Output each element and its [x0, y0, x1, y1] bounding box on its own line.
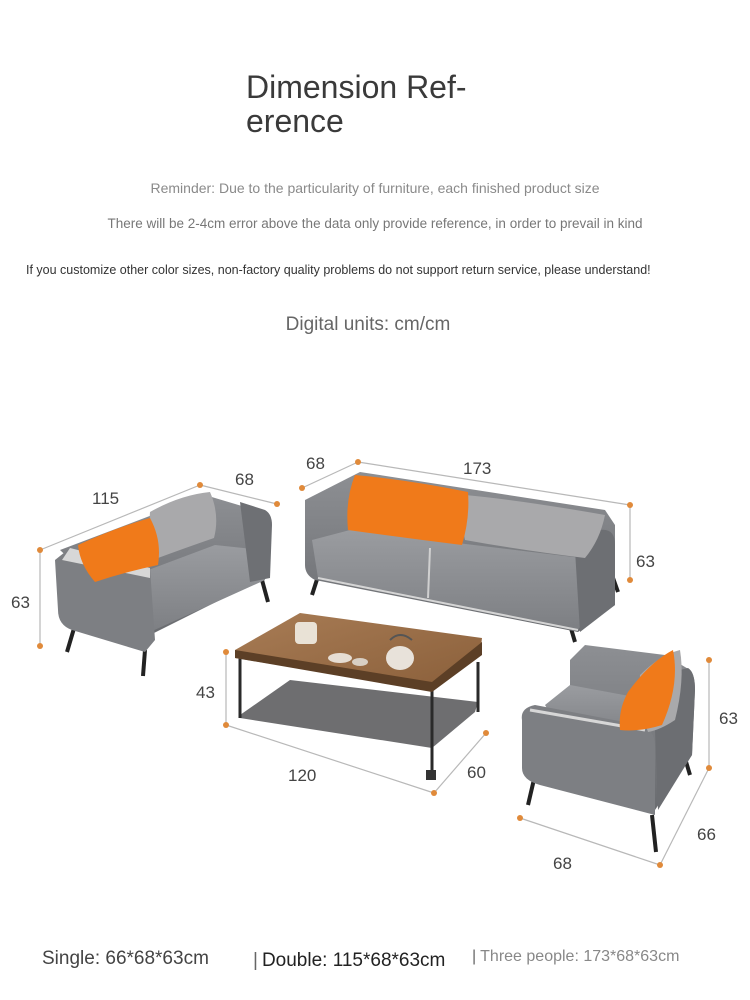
sofa-height-label: 63	[636, 552, 655, 571]
size-specs	[0, 946, 750, 976]
sofa-width-label: 173	[463, 459, 492, 478]
spec-three-text: Three people: 173*68*63cm	[480, 948, 680, 965]
spec-double	[253, 950, 445, 972]
dim-dot	[483, 730, 489, 736]
title-line-1: Dimension Ref-	[246, 69, 467, 105]
dim-dot	[431, 790, 437, 796]
spec-double-text: Double: 115*68*63cm	[261, 950, 446, 971]
loveseat-height-label: 63	[11, 593, 30, 612]
dim-dot	[274, 501, 280, 507]
armchair	[522, 645, 695, 852]
dim-dot	[37, 547, 43, 553]
dim-dot	[223, 722, 229, 728]
coffee-table	[235, 613, 482, 780]
dim-dot	[706, 657, 712, 663]
sofa-depth-label: 68	[306, 454, 325, 473]
loveseat-width-label: 115	[92, 489, 120, 508]
chair-depth-label: 66	[697, 825, 716, 844]
table-width-label: 60	[467, 763, 486, 782]
dim-dot	[627, 577, 633, 583]
cup	[328, 653, 352, 663]
dim-dot	[299, 485, 305, 491]
separator: |	[253, 950, 258, 971]
reminder-text: Reminder: Due to the particularity of furniture, each finished product size	[150, 180, 600, 196]
cup	[352, 658, 368, 666]
furniture-illustration	[0, 400, 750, 920]
custom-note: If you customize other color sizes, non-factory quality problems do not support return service, please understand!	[26, 263, 651, 277]
dim-dot	[627, 502, 633, 508]
dim-dot	[657, 862, 663, 868]
table-foot	[426, 770, 436, 780]
dim-dot	[706, 765, 712, 771]
dim-dot	[223, 649, 229, 655]
loveseat-depth-label: 68	[235, 470, 254, 489]
chair-height-label: 63	[719, 709, 738, 728]
spec-three	[472, 948, 679, 966]
vase	[295, 622, 317, 644]
dim-line	[520, 818, 660, 865]
table-height-label: 43	[196, 683, 215, 702]
table-shelf	[240, 680, 478, 748]
dim-dot	[197, 482, 203, 488]
chair-leg	[652, 815, 656, 852]
teapot	[386, 646, 414, 670]
three-seat-sofa	[305, 472, 618, 642]
error-note: There will be 2-4cm error above the data only provide reference, in order to prevail in kind	[107, 216, 643, 231]
table-length-label: 120	[288, 766, 317, 785]
units-label: Digital units: cm/cm	[285, 314, 451, 335]
dim-dot	[517, 815, 523, 821]
loveseat-leg	[143, 650, 145, 676]
title-line-2: erence	[246, 103, 344, 139]
dim-dot	[355, 459, 361, 465]
page-title	[246, 70, 486, 138]
chair-width-label: 68	[553, 854, 572, 873]
dim-dot	[37, 643, 43, 649]
separator: |	[472, 948, 477, 965]
spec-single: Single: 66*68*63cm	[42, 948, 209, 969]
loveseat-leg	[262, 580, 268, 602]
